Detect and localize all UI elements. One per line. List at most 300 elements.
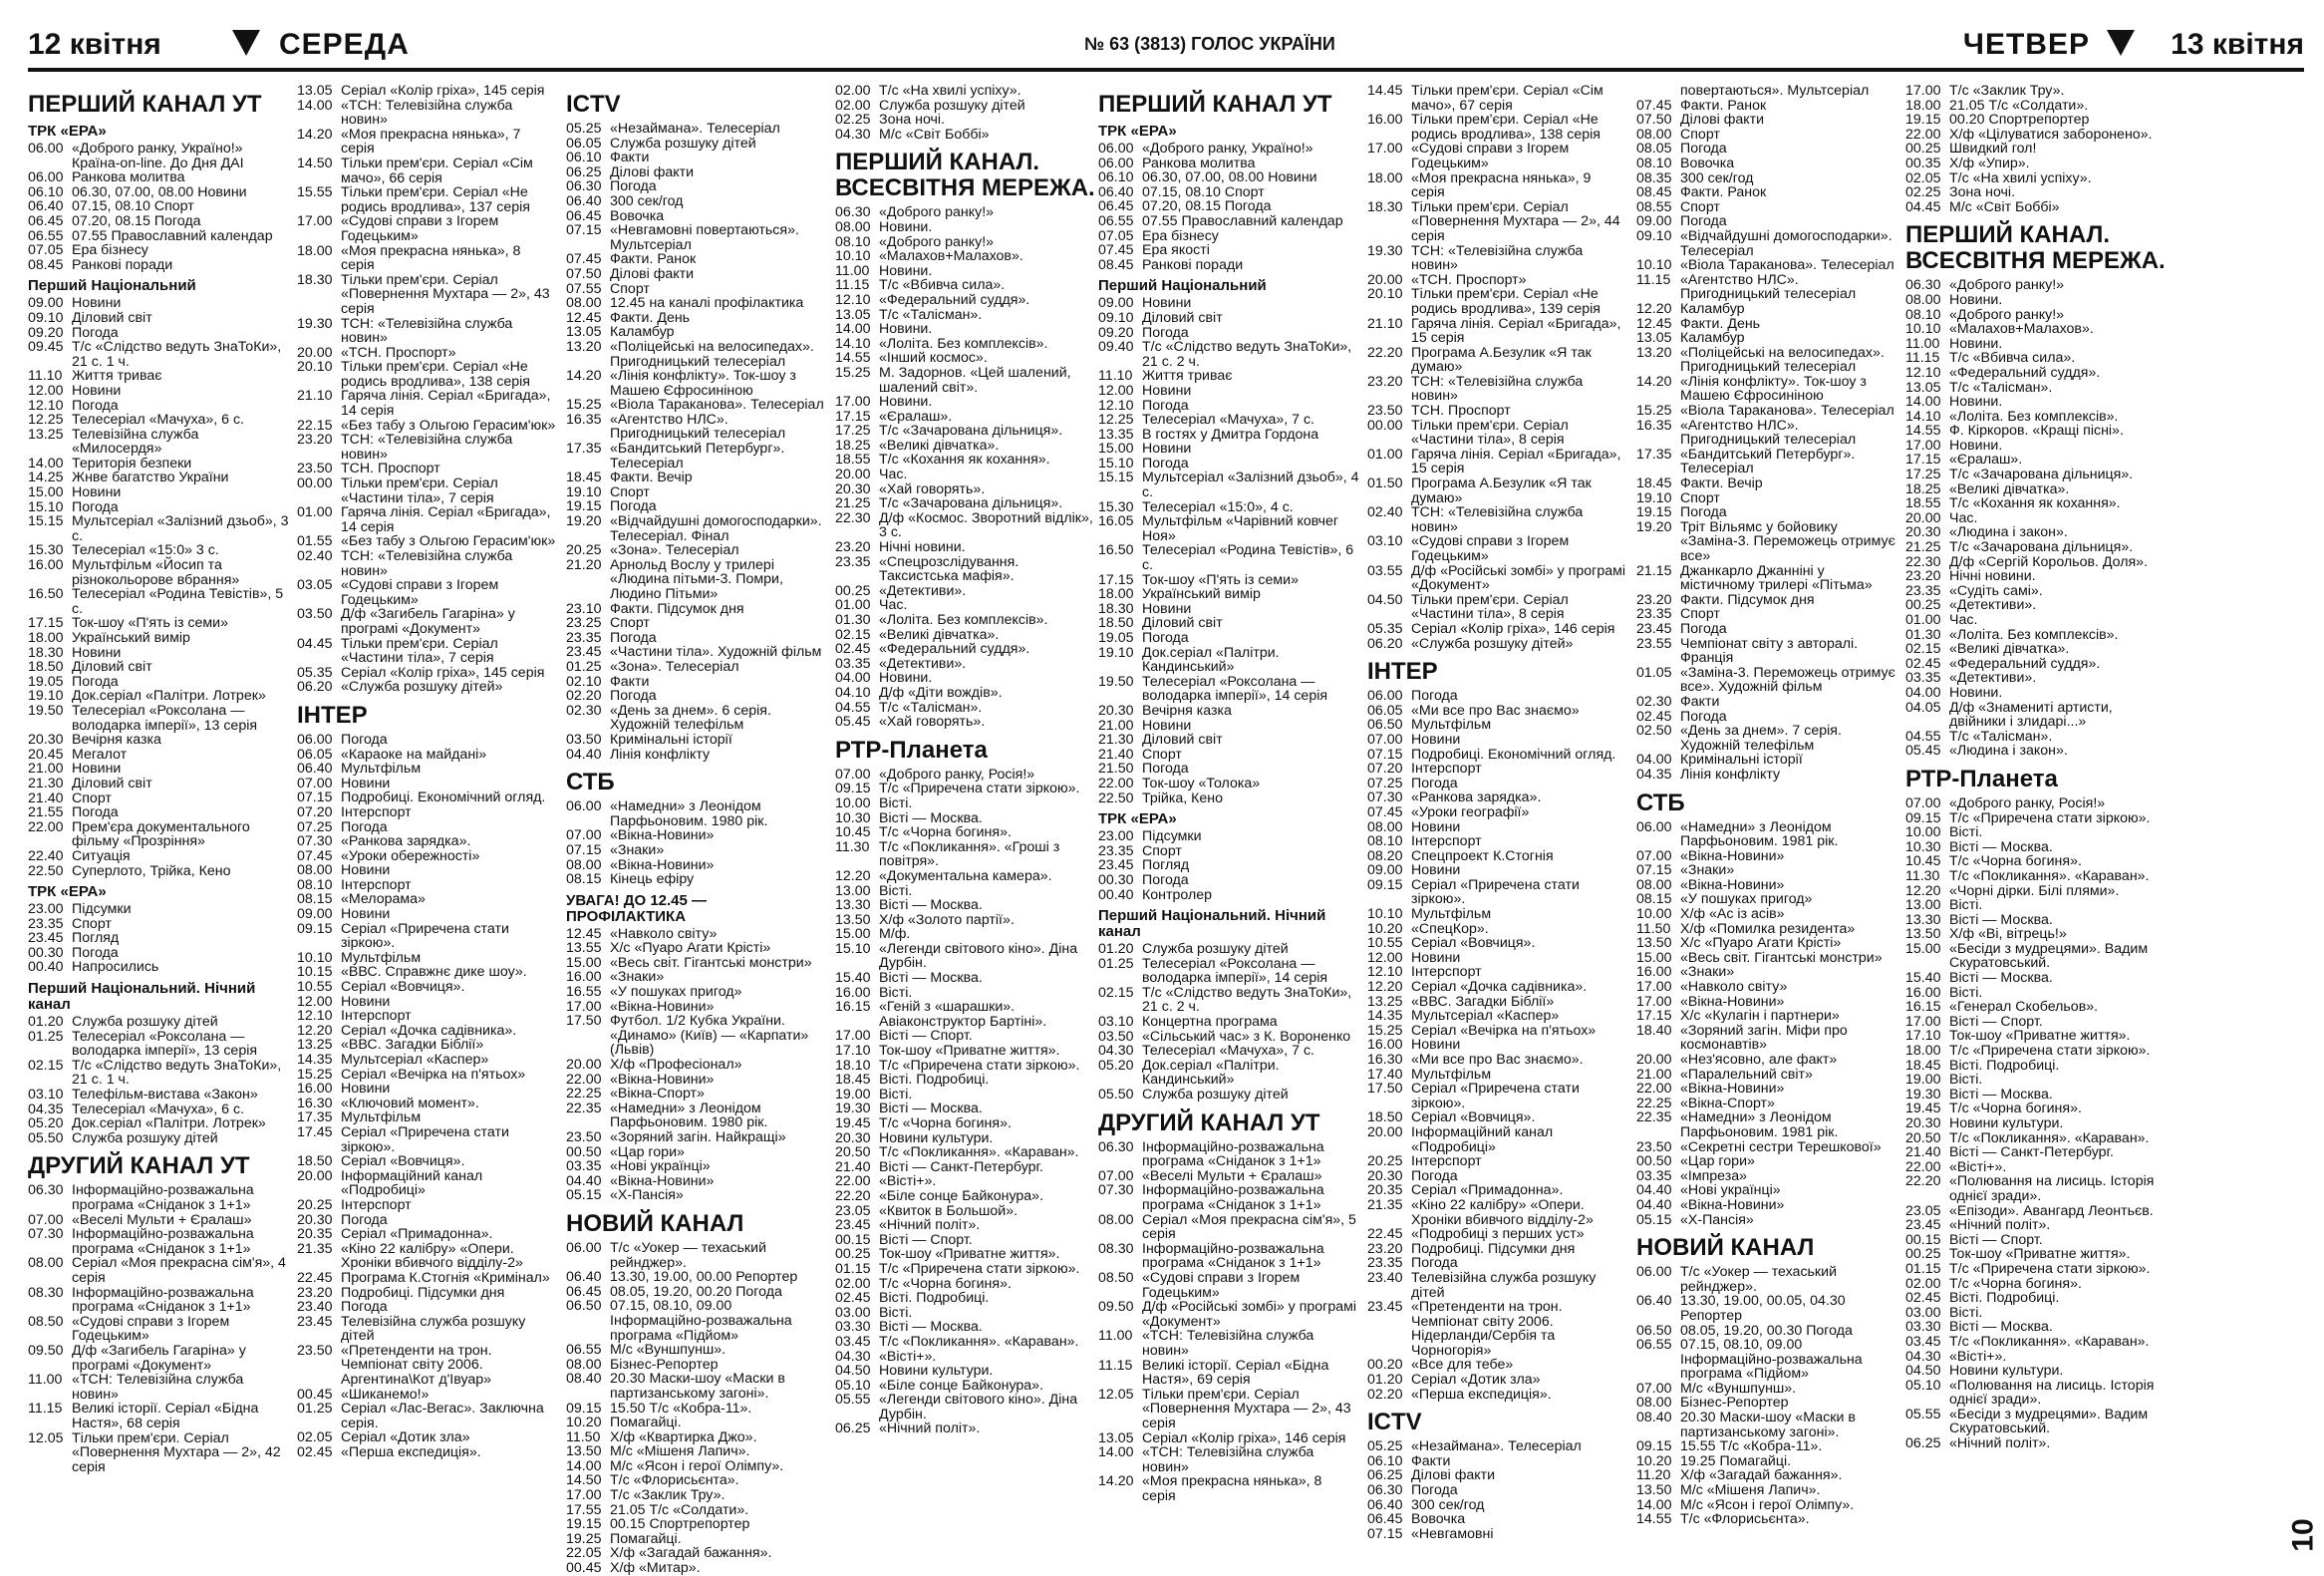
program-title: «Відчайдушні домогосподарки». Телесеріал. Фінал xyxy=(610,513,822,544)
program-time: 04.45 xyxy=(1905,198,1941,215)
program-time: 17.45 xyxy=(297,1123,333,1140)
program-title: Т/с «Слідство ведуть ЗнаТоКи», 21 с. 2 ч. xyxy=(1142,339,1352,370)
program-title: Х/ф «Помилка резидента» xyxy=(1680,920,1856,937)
program-title: ТСН: «Телевізійна служба новин» xyxy=(1411,504,1584,535)
program-title: «Зоряний загін. Найкращі» xyxy=(610,1129,786,1145)
program-row xyxy=(1367,1256,1628,1271)
program-row xyxy=(1098,719,1359,734)
program-title: Серіал «Дотик зла» xyxy=(1411,1372,1541,1389)
program-time: 18.55 xyxy=(835,452,871,469)
program-row xyxy=(28,399,289,414)
program-title: Інтерспорт xyxy=(1411,761,1482,778)
program-title: «Заміна-3. Переможець отримує все». Художній фільм xyxy=(1680,664,1895,696)
program-row xyxy=(835,496,1096,511)
program-row xyxy=(28,384,289,399)
program-title: «Х-Пансія» xyxy=(1680,1211,1754,1228)
program-title: Ф. Кіркоров. «Кращі пісні». xyxy=(1949,423,2124,440)
program-title: Погода xyxy=(1680,708,1727,725)
program-row xyxy=(1367,965,1628,980)
program-title: Погода xyxy=(341,1211,388,1228)
program-row xyxy=(1636,1498,1897,1513)
program-time: 09.20 xyxy=(1098,324,1134,341)
program-time: 03.35 xyxy=(566,1158,602,1175)
program-time: 17.15 xyxy=(28,615,64,632)
program-row xyxy=(1367,622,1628,637)
program-row xyxy=(1098,675,1359,704)
program-row xyxy=(566,660,827,675)
program-time: 14.55 xyxy=(835,350,871,367)
program-time: 22.25 xyxy=(566,1086,602,1103)
program-time: 04.30 xyxy=(1098,1043,1134,1060)
program-row xyxy=(566,1546,827,1561)
channel-subtitle: ТРК «ЕРА» xyxy=(1098,123,1177,140)
program-time: 02.45 xyxy=(297,1444,333,1461)
program-row xyxy=(28,646,289,661)
program-title: «Відчайдушні домогосподарки». Телесеріал xyxy=(1680,227,1892,259)
date-left: 12 квітня xyxy=(28,28,161,61)
program-time: 19.30 xyxy=(1905,1086,1941,1103)
program-row xyxy=(1098,791,1359,806)
program-title: Мегалот xyxy=(72,746,128,763)
program-title: Арнольд Вослу у трилері «Людина пітьми-3. Помри, Людино Пітьми» xyxy=(610,556,783,602)
program-row xyxy=(1367,1498,1628,1513)
program-row xyxy=(297,1097,558,1111)
program-row xyxy=(1636,1294,1897,1323)
program-row xyxy=(1367,849,1628,864)
program-time: 08.40 xyxy=(566,1371,602,1388)
program-time: 06.50 xyxy=(1636,1322,1672,1339)
program-row xyxy=(1905,898,2167,913)
program-row xyxy=(1905,971,2167,986)
program-row xyxy=(1367,593,1628,622)
program-time: 13.20 xyxy=(1636,344,1672,361)
program-title: Трійка, Кено xyxy=(1142,789,1224,806)
channel-title: НОВИЙ КАНАЛ xyxy=(1636,1234,1815,1262)
program-row xyxy=(1098,369,1359,384)
program-row xyxy=(1636,142,1897,157)
program-title: Серіал «Моя прекрасна сім'я», 4 серія xyxy=(72,1255,286,1286)
program-title: Т/с «Заклик Тру». xyxy=(610,1487,726,1504)
program-row xyxy=(297,733,558,748)
program-title: «Судові справи з Ігорем Годецьким» xyxy=(72,1313,230,1345)
program-time: 04.30 xyxy=(835,126,871,143)
program-row xyxy=(28,1116,289,1131)
program-time: 09.50 xyxy=(28,1342,64,1359)
program-row xyxy=(1636,695,1897,710)
program-title: Мультсеріал «Залізний дзьоб», 4 с. xyxy=(1142,470,1359,501)
program-title: Факти. Підсумок дня xyxy=(610,600,744,617)
program-time: 02.30 xyxy=(566,702,602,719)
program-time: 20.30 xyxy=(1905,1115,1941,1131)
program-time: 23.45 xyxy=(1098,857,1134,874)
program-time: 08.10 xyxy=(835,233,871,250)
program-time: 03.50 xyxy=(297,606,333,623)
channel-title: ПЕРШИЙ КАНАЛ. ВСЕСВІТНЯ МЕРЕЖА. xyxy=(1905,221,2166,275)
program-time: 03.55 xyxy=(1367,562,1403,579)
program-row xyxy=(297,834,558,849)
program-title: Кримінальні історії xyxy=(1680,752,1803,769)
program-title: «Детективи». xyxy=(879,582,967,599)
program-title: 08.05, 19.20, 00.20 Погода xyxy=(610,1283,782,1300)
program-row xyxy=(1905,628,2167,643)
program-title: 21.05 Т/с «Солдати». xyxy=(610,1501,749,1518)
program-row xyxy=(1636,724,1897,753)
program-title: Інформаційно-розважальна програма «Сніданок з 1+1» xyxy=(72,1284,254,1316)
program-row xyxy=(835,453,1096,468)
program-time: 21.00 xyxy=(1636,1066,1672,1083)
program-row xyxy=(566,499,827,514)
program-title: Новини xyxy=(1142,600,1192,617)
program-row xyxy=(1098,399,1359,414)
program-time: 17.55 xyxy=(566,1501,602,1518)
program-row xyxy=(1098,157,1359,171)
program-time: 06.25 xyxy=(1905,1435,1941,1452)
program-title: Діловий світ xyxy=(1142,732,1223,749)
program-title: «Ранкова зарядка». xyxy=(341,833,471,850)
program-title: Телесеріал «Мачуха», 7 с. xyxy=(1142,412,1314,429)
program-title: Мультсеріал «Залізний дзьоб», 3 с. xyxy=(72,513,289,544)
program-time: 06.25 xyxy=(835,1420,871,1437)
program-row xyxy=(566,602,827,617)
program-title: Лінія конфлікту xyxy=(610,746,711,763)
program-title: «ВВС. Загадки Біблії» xyxy=(1411,993,1555,1010)
program-row xyxy=(1098,704,1359,719)
program-time: 20.00 xyxy=(297,344,333,361)
program-time: 00.45 xyxy=(566,1560,602,1576)
program-time: 21.35 xyxy=(297,1240,333,1257)
program-row xyxy=(835,796,1096,811)
program-title: «Знаки» xyxy=(1680,964,1735,981)
program-row xyxy=(297,748,558,763)
program-row xyxy=(297,1213,558,1228)
program-title: Спорт xyxy=(610,280,650,297)
program-row xyxy=(1367,273,1628,288)
program-time: 21.40 xyxy=(1098,746,1134,763)
program-title: «Кіно 22 калібру» «Опери. Хроніки вбивчого відділу-2» xyxy=(1411,1196,1594,1228)
program-row xyxy=(1905,1000,2167,1015)
program-time: 10.45 xyxy=(1905,853,1941,870)
program-title: Серіал «Приречена стати зіркою». xyxy=(1411,876,1580,908)
program-row xyxy=(28,733,289,748)
program-time: 00.25 xyxy=(1905,597,1941,614)
program-time: 23.35 xyxy=(1098,842,1134,859)
program-title: Д/ф «Космос. Зворотний відлік», 3 с. xyxy=(879,509,1093,541)
program-row xyxy=(1636,1213,1897,1228)
program-time: 19.20 xyxy=(1636,518,1672,535)
program-row xyxy=(566,296,827,311)
program-row xyxy=(28,170,289,185)
program-time: 04.45 xyxy=(297,635,333,652)
program-row xyxy=(835,942,1096,971)
program-title: 12.45 на каналі профілактика xyxy=(610,295,804,312)
program-row xyxy=(1636,1396,1897,1411)
program-time: 19.30 xyxy=(297,315,333,332)
program-time: 23.50 xyxy=(297,461,333,477)
program-title: «Все для тебе» xyxy=(1411,1357,1514,1374)
program-row xyxy=(1098,384,1359,399)
program-row xyxy=(1367,1483,1628,1498)
program-title: Новини xyxy=(1411,949,1461,966)
program-time: 19.50 xyxy=(1098,673,1134,690)
program-time: 00.15 xyxy=(1905,1231,1941,1248)
program-row xyxy=(566,340,827,369)
schedule-column xyxy=(566,84,827,1576)
program-title: «Малахов+Малахов». xyxy=(879,248,1023,265)
program-title: Т/с «Слідство ведуть ЗнаТоКи», 21 с. 1 ч. xyxy=(72,1057,282,1089)
program-time: 11.15 xyxy=(1905,350,1940,367)
program-row xyxy=(28,471,289,485)
program-time: 03.00 xyxy=(1905,1304,1941,1321)
program-time: 06.05 xyxy=(1367,702,1403,719)
program-title: «Знаки» xyxy=(1680,862,1735,879)
program-title: Новини xyxy=(72,644,122,661)
program-title: Д/ф «Російські зомбі» у програмі «Документ» xyxy=(1411,562,1626,594)
program-time: 19.15 xyxy=(1636,504,1672,521)
program-title: «ТСН: Телевізійна служба новин» xyxy=(72,1372,244,1403)
program-row xyxy=(297,534,558,549)
program-title: 13.30, 19.00, 00.05, 04.30 Репортер xyxy=(1680,1293,1846,1324)
program-time: 12.00 xyxy=(297,993,333,1010)
program-row xyxy=(1098,646,1359,675)
program-row xyxy=(566,1473,827,1488)
program-row xyxy=(1636,951,1897,966)
program-row xyxy=(1905,381,2167,396)
program-row xyxy=(28,243,289,258)
program-title: «Епізоди». Авангард Леонтьєв. xyxy=(1949,1202,2154,1219)
program-time: 19.15 xyxy=(1905,112,1941,129)
program-title: 15.55 Т/с «Кобра-11». xyxy=(1680,1438,1823,1455)
program-title: Новини. xyxy=(1949,684,2003,701)
program-title: «Документальна камера». xyxy=(879,867,1052,884)
program-time: 21.40 xyxy=(1905,1144,1941,1161)
program-row xyxy=(297,1053,558,1068)
program-row xyxy=(1636,1024,1897,1053)
program-row xyxy=(1636,878,1897,893)
program-title: Серіал «Вовчиця». xyxy=(1411,935,1536,952)
program-row xyxy=(1367,762,1628,777)
program-title: Факти xyxy=(1411,1452,1451,1469)
program-time: 06.20 xyxy=(297,679,333,696)
program-row xyxy=(835,1174,1096,1189)
program-row xyxy=(1367,375,1628,404)
program-row xyxy=(1905,1218,2167,1233)
program-row xyxy=(1905,525,2167,540)
program-row xyxy=(1367,84,1628,113)
program-row xyxy=(566,970,827,985)
program-time: 19.20 xyxy=(566,513,602,530)
program-title: «ТСН. Проспорт» xyxy=(1411,271,1527,288)
program-row xyxy=(297,1271,558,1286)
program-time: 08.30 xyxy=(1098,1240,1134,1257)
program-title: «Вісті+». xyxy=(879,1348,937,1365)
down-arrow-icon xyxy=(2107,30,2135,56)
program-title: Інформаційно-розважальна програма «Сніданок з 1+1» xyxy=(1142,1138,1324,1170)
program-time: 06.40 xyxy=(1636,1293,1672,1310)
program-title: Погода xyxy=(610,688,657,705)
program-time: 22.35 xyxy=(1636,1109,1672,1126)
program-time: 23.35 xyxy=(566,629,602,646)
program-time: 17.15 xyxy=(1098,571,1134,588)
program-title: Інформаційно-розважальна програма «Сніданок з 1+1» xyxy=(1142,1240,1324,1272)
program-time: 04.50 xyxy=(1367,591,1403,608)
program-title: «Мелорама» xyxy=(341,891,426,908)
program-time: 08.00 xyxy=(1636,126,1672,143)
program-title: Інформаційно-розважальна програма «Сніданок з 1+1» xyxy=(72,1182,254,1213)
program-time: 15.00 xyxy=(1905,940,1941,957)
program-row xyxy=(1636,753,1897,768)
program-title: Служба розшуку дітей xyxy=(610,135,756,152)
program-title: «Доброго ранку!» xyxy=(1949,277,2065,294)
program-time: 10.20 xyxy=(1367,920,1403,937)
program-title: «Цар гори» xyxy=(610,1143,685,1160)
program-time: 23.50 xyxy=(1636,1138,1672,1155)
program-row xyxy=(835,1320,1096,1335)
program-time: 13.05 xyxy=(1098,1429,1134,1446)
program-time: 02.05 xyxy=(297,1429,333,1446)
program-title: «Ключовий момент». xyxy=(341,1095,479,1111)
program-time: 06.05 xyxy=(297,746,333,763)
program-title: ТСН. Проспорт xyxy=(341,461,440,477)
program-time: 05.15 xyxy=(1636,1211,1672,1228)
program-time: 16.00 xyxy=(566,969,602,986)
program-title: Факти xyxy=(610,673,650,690)
program-time: 08.15 xyxy=(297,891,333,908)
program-time: 13.55 xyxy=(566,940,602,957)
program-title: Спорт xyxy=(72,789,112,806)
program-row xyxy=(1098,748,1359,763)
program-title: Т/с «Покликання». «Караван». xyxy=(1949,1129,2150,1146)
program-time: 06.10 xyxy=(566,150,602,166)
program-row xyxy=(1636,965,1897,980)
program-title: «Генерал Скобельов». xyxy=(1949,999,2099,1016)
program-time: 17.00 xyxy=(566,1487,602,1504)
program-row xyxy=(835,540,1096,555)
program-title: Т/с «Чорна богиня». xyxy=(879,1115,1012,1131)
program-time: 06.55 xyxy=(28,227,64,244)
program-time: 14.20 xyxy=(297,126,333,143)
program-title: Ера якості xyxy=(1142,242,1210,259)
program-row xyxy=(1098,829,1359,844)
program-time: 18.45 xyxy=(1636,475,1672,492)
program-title: Телесеріал «Родина Тевістів», 6 с. xyxy=(1142,542,1354,574)
program-row xyxy=(1098,844,1359,859)
program-row xyxy=(1636,317,1897,332)
program-row xyxy=(297,317,558,346)
program-time: 23.05 xyxy=(835,1202,871,1219)
program-title: «Біле сонце Байконура». xyxy=(879,1377,1044,1394)
program-title: «День за днем». 7 серія. Художній телефільм xyxy=(1680,723,1842,754)
program-time: 06.40 xyxy=(566,192,602,209)
program-row xyxy=(1905,598,2167,613)
program-title: Вечірня казка xyxy=(72,732,161,749)
program-title: Серіал «Дочка садівника». xyxy=(1411,979,1588,996)
program-title: «СпецКор». xyxy=(1411,920,1489,937)
program-time: 08.45 xyxy=(1098,256,1134,273)
program-row xyxy=(297,907,558,922)
program-title: Погода xyxy=(72,324,119,341)
program-row xyxy=(1367,1454,1628,1469)
program-row xyxy=(1905,439,2167,454)
program-row xyxy=(1367,1169,1628,1184)
program-row xyxy=(1367,1439,1628,1454)
program-row xyxy=(28,296,289,311)
program-row xyxy=(1098,733,1359,748)
program-time: 15.15 xyxy=(28,513,64,530)
program-time: 10.10 xyxy=(297,949,333,966)
program-title: Тільки прем'єри. Серіал «Сім мачо», 66 серія xyxy=(341,155,533,186)
program-title: Гаряча лінія. Серіал «Бригада», 14 серія xyxy=(341,388,551,420)
program-row xyxy=(566,223,827,252)
program-title: «Намедни» з Леонідом Парфьоновим. 1980 рік. xyxy=(610,798,768,829)
program-title: Новини. xyxy=(879,218,933,235)
program-time: 23.35 xyxy=(835,553,871,570)
program-time: 23.35 xyxy=(1367,1255,1403,1272)
program-time: 08.00 xyxy=(566,295,602,312)
program-time: 13.35 xyxy=(1098,426,1134,443)
program-row xyxy=(1636,229,1897,258)
program-row xyxy=(297,1445,558,1460)
program-row xyxy=(566,733,827,748)
program-time: 13.50 xyxy=(1636,935,1672,952)
program-time: 05.50 xyxy=(1098,1087,1134,1103)
program-row xyxy=(835,1204,1096,1219)
program-title: «Агентство НЛС». Пригодницький телесеріал xyxy=(1680,417,1857,449)
program-title: Т/с «Зачарована дільниця». xyxy=(879,495,1063,512)
program-time: 01.15 xyxy=(1905,1260,1941,1277)
program-time: 02.05 xyxy=(1905,169,1941,186)
program-row xyxy=(1905,1059,2167,1074)
program-title: «Уроки географії» xyxy=(1411,803,1530,820)
program-row xyxy=(1367,1125,1628,1154)
program-title: Факти. День xyxy=(610,309,691,326)
program-row xyxy=(28,485,289,500)
program-title: Програма А.Безулик «Я так думаю» xyxy=(1411,344,1592,376)
program-row xyxy=(28,704,289,733)
program-time: 19.50 xyxy=(28,702,64,719)
program-time: 18.00 xyxy=(1905,1043,1941,1060)
program-title: «Веселі Мульти + Єралаш» xyxy=(1142,1167,1322,1184)
program-time: 09.00 xyxy=(1636,213,1672,230)
program-row xyxy=(566,252,827,267)
program-time: 03.35 xyxy=(1905,670,1941,687)
program-title: Факти. Ранок xyxy=(610,251,697,268)
program-row xyxy=(1636,1068,1897,1083)
program-row xyxy=(297,863,558,878)
program-title: «Доброго ранку, Україно!» Країна-on-line. До Дня ДАІ xyxy=(72,141,244,171)
program-row xyxy=(1098,1213,1359,1242)
program-row xyxy=(1636,1439,1897,1454)
program-time: 13.20 xyxy=(566,338,602,355)
program-row xyxy=(1905,730,2167,745)
program-title: ТСН: «Телевізійна служба новин» xyxy=(341,315,513,347)
program-time: 05.25 xyxy=(566,121,602,137)
program-row xyxy=(1367,777,1628,791)
program-title: «Зона». Телесеріал xyxy=(610,658,739,675)
program-title: Спорт xyxy=(610,615,650,632)
program-time: 20.30 xyxy=(1905,524,1941,541)
program-time: 15.00 xyxy=(28,484,64,501)
program-row xyxy=(1098,428,1359,443)
channel-title: ІНТЕР xyxy=(1367,658,1438,686)
program-time: 08.10 xyxy=(1905,306,1941,323)
program-time: 07.15 xyxy=(1636,862,1672,879)
program-title: Док.серіал «Палітри. Кандинський» xyxy=(1142,1057,1280,1089)
program-row xyxy=(1636,1009,1897,1024)
program-row xyxy=(835,1116,1096,1131)
program-time: 04.40 xyxy=(566,746,602,763)
program-title: Великі історії. Серіал «Бідна Настя», 68 серія xyxy=(72,1401,259,1431)
program-time: 03.10 xyxy=(1367,533,1403,550)
